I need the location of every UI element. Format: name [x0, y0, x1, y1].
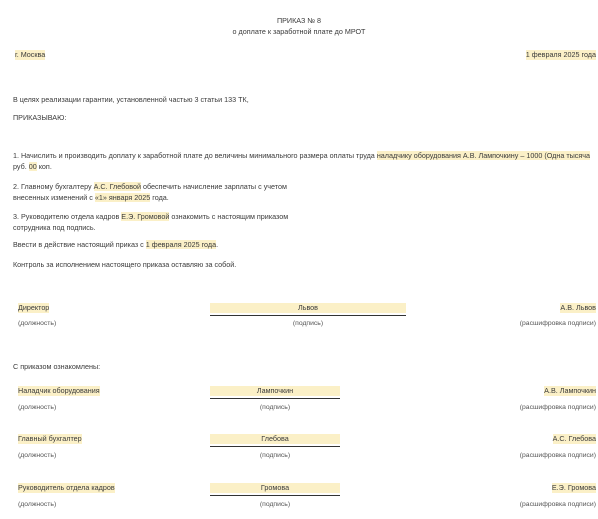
item-3-line-2: сотрудника под подпись. — [13, 223, 96, 232]
ack-row-2-signature-line — [210, 446, 340, 447]
ack-row-3-signature-line — [210, 495, 340, 496]
ack-row-3-position: Руководитель отдела кадров — [18, 483, 115, 492]
item-2-date: «1» января 2025 — [94, 193, 151, 202]
ack-row-3-name: Е.Э. Громова — [551, 483, 596, 492]
effective-dot: . — [216, 240, 219, 249]
director-signature: Львов — [210, 303, 406, 313]
item-1-rub: руб. — [13, 162, 29, 171]
item-1-employee: наладчику оборудования А.В. Лампочкину – 1000 (Одна тысяча — [376, 151, 591, 160]
ack-row-3-position-caption: (должность) — [18, 501, 57, 508]
order-date: 1 февраля 2025 года — [525, 50, 596, 59]
ack-row-3-signature: Громова — [210, 483, 340, 493]
item-2-line-1 — [13, 182, 287, 192]
ack-row-1-signature-caption: (подпись) — [259, 404, 291, 411]
ack-row-2-signature: Глебова — [210, 434, 340, 444]
order-word: ПРИКАЗЫВАЮ: — [13, 113, 67, 122]
ack-row-1-name: А.В. Лампочкин — [544, 386, 596, 395]
ack-row-3-name-caption: (расшифровка подписи) — [519, 501, 596, 508]
ack-row-1-signature: Лампочкин — [210, 386, 340, 396]
item-1-line-2 — [13, 162, 52, 172]
director-name-caption: (расшифровка подписи) — [519, 320, 596, 327]
item-2-line-2 — [13, 193, 169, 203]
director-signature-line — [210, 315, 406, 316]
effective-date: 1 февраля 2025 года — [145, 240, 217, 249]
order-title: ПРИКАЗ № 8 — [276, 16, 322, 25]
item-1-kop: коп. — [36, 162, 52, 171]
item-1-line-1 — [13, 151, 590, 161]
control-line: Контроль за исполнением настоящего приказа оставляю за собой. — [13, 260, 237, 269]
ack-row-2-position: Главный бухгалтер — [18, 434, 82, 443]
item-2-text: 2. Главному бухгалтеру — [13, 182, 94, 191]
ack-row-1-position-caption: (должность) — [18, 404, 57, 411]
ack-row-2-position-caption: (должность) — [18, 452, 57, 459]
director-signature-caption: (подпись) — [292, 320, 324, 327]
order-subtitle: о доплате к заработной плате до МРОТ — [232, 27, 366, 36]
director-position: Директор — [18, 303, 50, 312]
item-2-text-2: обеспечить начисление зарплаты с учетом — [141, 182, 287, 191]
ack-row-2-name-caption: (расшифровка подписи) — [519, 452, 596, 459]
ack-row-1-position: Наладчик оборудования — [18, 386, 100, 395]
item-2-text-3: внесенных изменений с — [13, 193, 95, 202]
director-name: А.В. Львов — [560, 303, 596, 312]
acknowledged-heading: С приказом ознакомлены: — [13, 362, 101, 371]
ack-row-2-name: А.С. Глебова — [552, 434, 596, 443]
ack-row-3-signature-caption: (подпись) — [259, 501, 291, 508]
item-3-text-2: ознакомить с настоящим приказом — [169, 212, 289, 221]
item-2-accountant: А.С. Глебовой — [93, 182, 142, 191]
item-2-text-4: года. — [150, 193, 169, 202]
item-1-kop-value: 00 — [28, 162, 37, 171]
effective-text: Ввести в действие настоящий приказ с — [13, 240, 146, 249]
ack-row-1-signature-line — [210, 398, 340, 399]
ack-row-2-signature-caption: (подпись) — [259, 452, 291, 459]
item-3-hr-head: Е.Э. Громовой — [121, 212, 170, 221]
city: г. Москва — [15, 50, 46, 59]
item-3-line-1 — [13, 212, 288, 222]
item-1-text: 1. Начислить и производить доплату к заработной плате до величины минимального размера оплаты труда — [13, 151, 377, 160]
item-3-text: 3. Руководителю отдела кадров — [13, 212, 122, 221]
director-position-caption: (должность) — [18, 320, 57, 327]
ack-row-1-name-caption: (расшифровка подписи) — [519, 404, 596, 411]
effective-line — [13, 240, 218, 250]
intro-text: В целях реализации гарантии, установленной частью 3 статьи 133 ТК, — [13, 95, 249, 104]
